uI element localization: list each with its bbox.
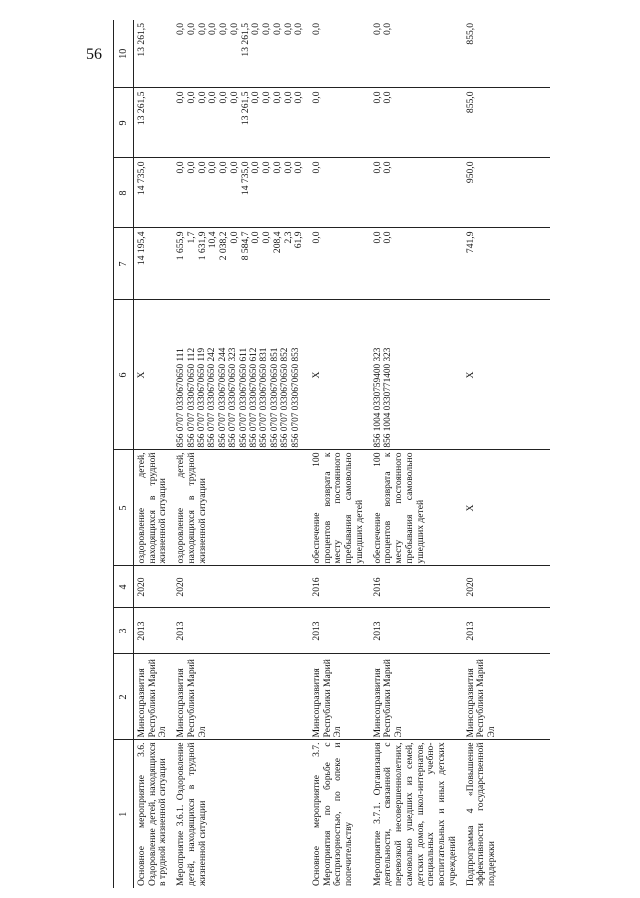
cell-event-name: Основное мероприятие 3.6. Оздоровление детей, находящихся в трудной жизненной ситуации bbox=[136, 742, 169, 886]
cell-value-9: 0,0 bbox=[309, 88, 370, 158]
cell-executor: Минсоцразвития Республики Марий Эл bbox=[309, 654, 370, 740]
cell-value-10: 0,0 bbox=[309, 20, 370, 88]
cell-value-9: 855,0 bbox=[463, 88, 550, 158]
cell-event-name: Мероприятие 3.6.1. Оздоровление детей, находящихся в трудной жизненной ситуации bbox=[175, 742, 208, 886]
table-row bbox=[370, 20, 463, 888]
cell-value-8: 14 735,0 bbox=[134, 158, 174, 228]
cell-value-8: 0,0 bbox=[309, 158, 370, 228]
cell-start-year: 2013 bbox=[463, 608, 550, 654]
col-header-6: 6 bbox=[114, 300, 134, 450]
cell-result: оздоровление детей, находящихся в трудной жизненной ситуации bbox=[173, 450, 309, 566]
cell-value-10: 0,0 0,0 bbox=[370, 20, 463, 88]
cell-value-8: 950,0 bbox=[463, 158, 550, 228]
cell-value-10: 0,0 0,0 0,0 0,0 0,0 0,0 13 261,5 0,0 0,0 0,0 0,0 0,0 bbox=[173, 20, 309, 88]
cell-value-10: 13 261,5 bbox=[134, 20, 174, 88]
table-row bbox=[309, 20, 370, 888]
cell-value-8: 0,0 0,0 0,0 0,0 0,0 0,0 14 735,0 0,0 0,0 0,0 0,0 0,0 bbox=[173, 158, 309, 228]
cell-end-year: 2016 bbox=[309, 566, 370, 608]
cell-event-name: Основное мероприятие 3.7. Мероприятия по борьбе с беспризорностью, по опеке и попечительству bbox=[311, 742, 355, 886]
cell-value-7: 1 655,9 1,7 1 631,9 10,4 2 038,2 0,0 8 584,7 0,0 0,0 208,4 2,3 61,9 bbox=[173, 228, 309, 300]
budget-table bbox=[113, 20, 550, 888]
col-header-1: 1 bbox=[114, 740, 134, 888]
col-header-7: 7 bbox=[114, 228, 134, 300]
cell-budget-code: 856 0707 0330670650 111 856 0707 0330670650 112 856 0707 0330670650 119 856 0707 0330670650 242 856 0707 0330670650 244 856 0707 0330670650 323 856 0707 0330670650 611 856 0707 0330670650 612 856 0707 0330670650 831 856 0707 0330670650 851 856 0707 0330670650 852 856 0707 0330670650 853 bbox=[173, 300, 309, 450]
cell-value-10: 855,0 bbox=[463, 20, 550, 88]
col-header-10: 10 bbox=[114, 20, 134, 88]
cell-end-year: 2020 bbox=[463, 566, 550, 608]
cell-result: X bbox=[463, 450, 550, 566]
cell-start-year: 2013 bbox=[134, 608, 174, 654]
cell-end-year: 2016 bbox=[370, 566, 463, 608]
cell-executor: Минсоцразвития Республики Марий Эл bbox=[370, 654, 463, 740]
page-number: 56 bbox=[86, 46, 102, 63]
cell-event-name: Подпрограмма 4 «Повышение эффективности государственной поддержки bbox=[464, 742, 498, 886]
table-row bbox=[134, 20, 174, 888]
header-row bbox=[114, 20, 134, 888]
col-header-8: 8 bbox=[114, 158, 134, 228]
cell-budget-code: 856 1004 0330759400 323 856 1004 0330771400 323 bbox=[370, 300, 463, 450]
cell-executor: Минсоцразвития Республики Марий Эл bbox=[134, 654, 174, 740]
cell-event-name: Мероприятие 3.7.1. Организация деятельности, связанной с перевозкой несовершеннолетних, самовольно ушедших из семей, детских домов, школ-интернатов, специальных учебно-воспитательных и иных детских учреждений bbox=[371, 742, 458, 886]
cell-start-year: 2013 bbox=[370, 608, 463, 654]
cell-end-year: 2020 bbox=[134, 566, 174, 608]
cell-start-year: 2013 bbox=[173, 608, 309, 654]
cell-budget-code: X bbox=[463, 300, 550, 450]
col-header-3: 3 bbox=[114, 608, 134, 654]
table-row bbox=[463, 20, 550, 888]
cell-result: обеспечение 100 процентов возврата к месту постоянного пребывания самовольно ушедших детей bbox=[370, 450, 463, 566]
cell-result: обеспечение 100 процентов возврата к месту постоянного пребывания самовольно ушедших детей bbox=[309, 450, 370, 566]
col-header-4: 4 bbox=[114, 566, 134, 608]
cell-value-7: 0,0 bbox=[309, 228, 370, 300]
budget-table-rotated bbox=[113, 20, 640, 888]
cell-value-8: 0,0 0,0 bbox=[370, 158, 463, 228]
table-row bbox=[173, 20, 309, 888]
cell-value-7: 14 195,4 bbox=[134, 228, 174, 300]
col-header-2: 2 bbox=[114, 654, 134, 740]
col-header-5: 5 bbox=[114, 450, 134, 566]
cell-budget-code: X bbox=[309, 300, 370, 450]
cell-budget-code: X bbox=[134, 300, 174, 450]
cell-value-7: 741,9 bbox=[463, 228, 550, 300]
cell-value-9: 0,0 0,0 bbox=[370, 88, 463, 158]
cell-start-year: 2013 bbox=[309, 608, 370, 654]
cell-executor: Минсоцразвития Республики Марий Эл bbox=[173, 654, 309, 740]
cell-executor: Минсоцразвития Республики Марий Эл bbox=[463, 654, 550, 740]
cell-value-7: 0,0 0,0 bbox=[370, 228, 463, 300]
cell-result: оздоровление детей, находящихся в трудной жизненной ситуации bbox=[134, 450, 174, 566]
cell-value-9: 13 261,5 bbox=[134, 88, 174, 158]
cell-value-9: 0,0 0,0 0,0 0,0 0,0 0,0 13 261,5 0,0 0,0 0,0 0,0 0,0 bbox=[173, 88, 309, 158]
col-header-9: 9 bbox=[114, 88, 134, 158]
cell-end-year: 2020 bbox=[173, 566, 309, 608]
